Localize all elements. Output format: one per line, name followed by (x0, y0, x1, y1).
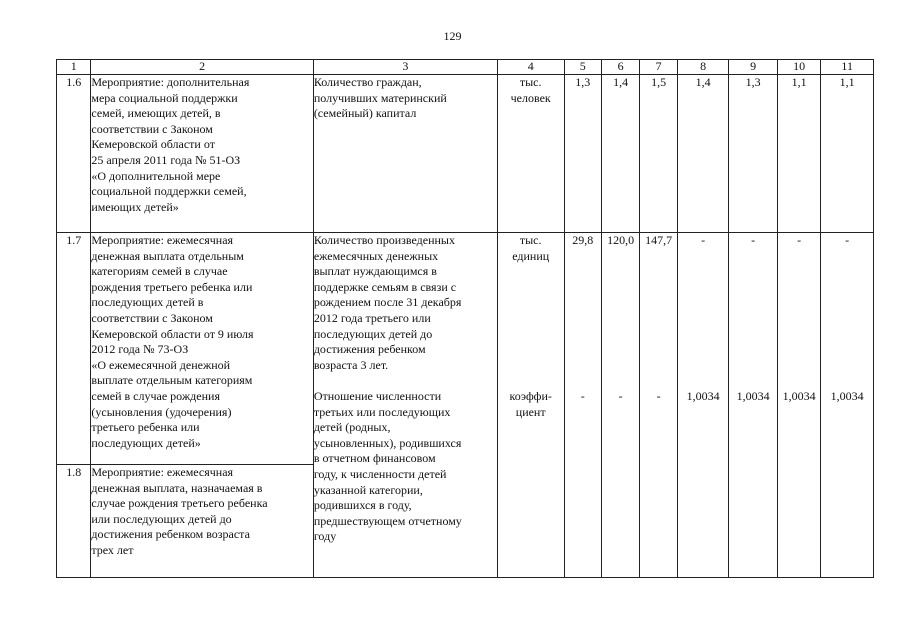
event-line: социальной поддержки семей, (91, 184, 247, 199)
value-b: 1,0034 (782, 388, 816, 403)
event-line: последующих детей в (91, 295, 204, 310)
header-cell: 4 (497, 60, 564, 75)
value-cell (777, 233, 820, 578)
indicators-table (56, 59, 874, 578)
indicator-line: 2012 года третьего или (313, 310, 431, 325)
value-cell: 1,3 (729, 75, 778, 233)
value-cell (601, 233, 639, 578)
event-line: «О ежемесячной денежной (91, 357, 231, 372)
header-cell: 6 (601, 60, 639, 75)
event-line: рождения третьего ребенка или (91, 279, 253, 294)
header-cell: 2 (91, 60, 313, 75)
value-cell (564, 233, 601, 578)
event-line: «О дополнительной мере (91, 168, 221, 183)
indicator-line: детей (родных, (313, 420, 391, 435)
event-line: соответствии с Законом (91, 310, 213, 325)
indicator-cell (313, 75, 497, 233)
indicator-line: достижения ребенком (313, 342, 426, 357)
value-b: 1,0034 (686, 388, 720, 403)
value-a: - (751, 233, 756, 247)
event-cell (91, 233, 313, 465)
indicator-line: Количество произведенных (313, 233, 455, 247)
indicator-line: (семейный) капитал (313, 106, 417, 121)
event-line: имеющих детей» (91, 199, 179, 214)
indicator-line: родившихся в году, (313, 498, 412, 513)
row-number: 1.7 (57, 233, 91, 465)
indicator-line: усыновленных), родившихся (313, 435, 462, 450)
value-b: 1,0034 (736, 388, 770, 403)
value-cell: 1,5 (640, 75, 677, 233)
event-line: Мероприятие: дополнительная (91, 75, 250, 89)
indicator-line: году, к численности детей (313, 466, 447, 481)
table-row-1-7 (57, 233, 874, 465)
indicator-line: рождением после 31 декабря (313, 295, 462, 310)
indicator-line: последующих детей до (313, 326, 433, 341)
indicator-line: году (313, 529, 337, 544)
event-line: Кемеровской области от 9 июля (91, 326, 254, 341)
indicator-line: получивших материнский (313, 90, 447, 105)
event-line: семей, имеющих детей, в (91, 106, 221, 121)
page-number: 129 (443, 29, 462, 43)
value-cell (640, 233, 677, 578)
value-cell: 1,1 (777, 75, 820, 233)
header-cell: 3 (313, 60, 497, 75)
value-a: 120,0 (607, 233, 635, 247)
value-a: - (845, 233, 850, 247)
value-cell: 1,4 (677, 75, 729, 233)
event-line: выплате отдельным категориям (91, 373, 253, 388)
indicator-line: возраста 3 лет. (313, 357, 389, 372)
row-number: 1.6 (57, 75, 91, 233)
value-a: - (797, 233, 802, 247)
event-line: денежная выплата отдельным (91, 248, 244, 263)
indicator-line: предшествующем отчетному (313, 513, 462, 528)
header-cell: 5 (564, 60, 601, 75)
value-b: - (580, 388, 585, 403)
event-line: категориям семей в случае (91, 264, 228, 279)
event-line: Кемеровской области от (91, 137, 215, 152)
value-cell (821, 233, 874, 578)
indicator-line: поддержке семьям в связи с (313, 279, 457, 294)
event-line: денежная выплата, назначаемая в (91, 480, 263, 495)
event-line: Мероприятие: ежемесячная (91, 233, 234, 247)
header-cell: 11 (821, 60, 874, 75)
header-cell: 8 (677, 60, 729, 75)
indicator-cell (313, 233, 497, 578)
indicator-line: Количество граждан, (313, 75, 422, 89)
event-line: трех лет (91, 542, 134, 557)
event-line: случае рождения третьего ребенка (91, 496, 268, 511)
event-line: мера социальной поддержки (91, 90, 238, 105)
unit-line: тыс. (519, 75, 542, 89)
event-line: (усыновления (удочерения) (91, 404, 232, 419)
row-number: 1.8 (57, 465, 91, 578)
unit-cell (497, 233, 564, 578)
unit-line: коэффи- (509, 388, 552, 403)
header-cell: 9 (729, 60, 778, 75)
header-cell: 10 (777, 60, 820, 75)
value-cell (677, 233, 729, 578)
event-line: или последующих детей до (91, 511, 232, 526)
indicator-line: указанной категории, (313, 482, 423, 497)
value-cell (729, 233, 778, 578)
unit-line: циент (515, 404, 546, 419)
indicator-line: ежемесячных денежных (313, 248, 439, 263)
value-b: - (618, 388, 623, 403)
event-line: Мероприятие: ежемесячная (91, 465, 234, 479)
value-cell: 1,3 (564, 75, 601, 233)
event-line: 2012 года № 73-ОЗ (91, 342, 189, 357)
indicator-line: в отчетном финансовом (313, 451, 436, 466)
header-cell: 1 (57, 60, 91, 75)
value-cell: 1,1 (821, 75, 874, 233)
indicator-line: Отношение численности (313, 388, 442, 403)
table-header-row (57, 60, 874, 75)
event-line: семей в случае рождения (91, 388, 220, 403)
value-b: - (656, 388, 661, 403)
value-cell: 1,4 (601, 75, 639, 233)
event-cell (91, 465, 313, 578)
event-line: третьего ребенка или (91, 420, 200, 435)
event-line: соответствии с Законом (91, 121, 213, 136)
value-a: - (701, 233, 706, 247)
event-line: достижения ребенком возраста (91, 527, 250, 542)
unit-line: единиц (512, 248, 550, 263)
header-cell: 7 (640, 60, 677, 75)
unit-cell (497, 75, 564, 233)
value-b: 1,0034 (830, 388, 864, 403)
indicator-line: выплат нуждающимся в (313, 264, 437, 279)
indicator-line: третьих или последующих (313, 404, 451, 419)
event-line: последующих детей» (91, 435, 201, 450)
table-row-1-6 (57, 75, 874, 233)
event-cell (91, 75, 313, 233)
value-a: 29,8 (572, 233, 594, 247)
spacer (314, 373, 497, 389)
value-a: 147,7 (645, 233, 673, 247)
event-line: 25 апреля 2011 года № 51-ОЗ (91, 152, 241, 167)
unit-line: тыс. (519, 233, 542, 247)
unit-line: человек (510, 90, 551, 105)
